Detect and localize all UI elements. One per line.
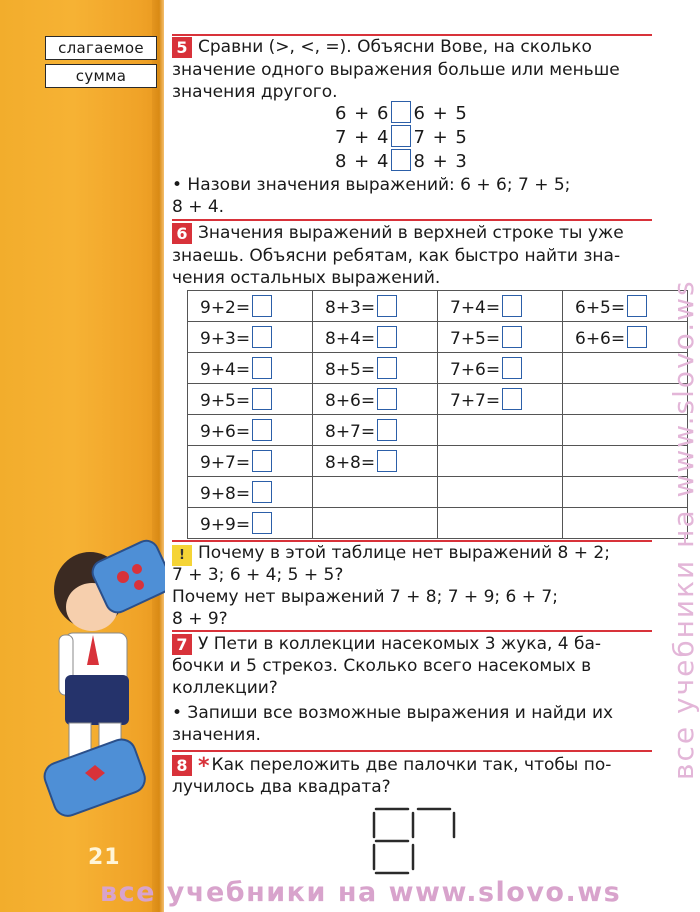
task8-line-2: лучилось два квадрата? — [172, 777, 391, 797]
table-cell — [438, 322, 563, 353]
term-sum: сумма — [45, 64, 157, 88]
table-row — [188, 384, 688, 415]
answer-box[interactable] — [627, 326, 647, 348]
task7-rule — [172, 630, 652, 632]
expression-text: 7+6= — [450, 359, 501, 380]
answer-box[interactable] — [391, 149, 411, 171]
table-row — [188, 508, 688, 539]
table-cell — [438, 384, 563, 415]
task6-line-3: чения остальных выражений. — [172, 268, 441, 288]
watermark-bottom: все учебники на www.slovo.ws — [100, 877, 622, 908]
table-cell — [313, 415, 438, 446]
table-row — [188, 477, 688, 508]
answer-box[interactable] — [502, 326, 522, 348]
expression-text: 9+7= — [200, 452, 251, 473]
expression-text: 8+3= — [325, 297, 376, 318]
table-cell — [438, 415, 563, 446]
answer-box[interactable] — [502, 357, 522, 379]
table-cell — [188, 415, 313, 446]
task7-bullet-1: • Запиши все возможные выражения и найди их — [172, 703, 614, 723]
task8-rule — [172, 750, 652, 752]
expression-text: 8+6= — [325, 390, 376, 411]
table-cell — [188, 353, 313, 384]
comparison-row: 6 + 6 6 + 5 — [335, 103, 468, 124]
answer-box[interactable] — [377, 295, 397, 317]
task7-number: 7 — [172, 634, 192, 655]
table-row — [188, 322, 688, 353]
table-cell — [313, 508, 438, 539]
table-cell — [313, 446, 438, 477]
expression-text: 6+5= — [575, 297, 626, 318]
task8-line-1: 8 * Как переложить две палочки так, чтобы по- — [172, 754, 652, 778]
expression-text: 9+8= — [200, 483, 251, 504]
task6-rule — [172, 219, 652, 221]
question-line-1: ! Почему в этой таблице нет выражений 8 + 2; — [172, 542, 652, 566]
answer-box[interactable] — [391, 101, 411, 123]
task6-line-1: 6 Значения выражений в верхней строке ты уже — [172, 222, 652, 244]
table-cell — [188, 477, 313, 508]
expression-text: 7+4= — [450, 297, 501, 318]
task5-line-1: 5 Сравни (>, <, =). Объясни Вове, на сколько — [172, 36, 652, 58]
table-row — [188, 353, 688, 384]
comparison-row: 8 + 4 8 + 3 — [335, 151, 468, 172]
table-cell — [188, 508, 313, 539]
task7-bullet-2: значения. — [172, 725, 261, 745]
answer-box[interactable] — [377, 450, 397, 472]
answer-box[interactable] — [377, 326, 397, 348]
task7-line-2: бочки и 5 стрекоз. Сколько всего насекомых в — [172, 656, 592, 676]
table-cell — [438, 353, 563, 384]
task5-line-2: значение одного выражения больше или меньше — [172, 60, 620, 80]
answer-box[interactable] — [391, 125, 411, 147]
expression-text: 8+7= — [325, 421, 376, 442]
table-cell — [438, 291, 563, 322]
table-cell — [188, 446, 313, 477]
answer-box[interactable] — [627, 295, 647, 317]
table-cell — [313, 291, 438, 322]
answer-box[interactable] — [377, 357, 397, 379]
table-cell — [188, 322, 313, 353]
expression-text: 8+5= — [325, 359, 376, 380]
page-number: 21 — [88, 845, 121, 870]
task5-line-3: значения другого. — [172, 82, 338, 102]
expression-text: 7+7= — [450, 390, 501, 411]
expression-text: 8+8= — [325, 452, 376, 473]
answer-box[interactable] — [377, 388, 397, 410]
table-cell — [313, 353, 438, 384]
task8-number: 8 — [172, 755, 192, 776]
expression-text: 9+5= — [200, 390, 251, 411]
star-icon: * — [198, 754, 210, 779]
table-cell — [313, 477, 438, 508]
expression-text: 9+6= — [200, 421, 251, 442]
table-cell — [438, 477, 563, 508]
question-icon: ! — [172, 545, 192, 566]
table-row — [188, 415, 688, 446]
question-line-4: 8 + 9? — [172, 609, 228, 629]
expression-text: 9+3= — [200, 328, 251, 349]
table-cell — [438, 446, 563, 477]
task6-number: 6 — [172, 223, 192, 244]
table-cell — [188, 384, 313, 415]
answer-box[interactable] — [502, 388, 522, 410]
expression-text: 8+4= — [325, 328, 376, 349]
task5-bullet-2: 8 + 4. — [172, 197, 225, 217]
expression-text: 9+9= — [200, 514, 251, 535]
task5-bullet-1: • Назови значения выражений: 6 + 6; 7 + 5; — [172, 175, 571, 195]
answer-box[interactable] — [252, 388, 272, 410]
expression-text: 7+5= — [450, 328, 501, 349]
table-row — [188, 446, 688, 477]
table-cell — [313, 384, 438, 415]
answer-box[interactable] — [502, 295, 522, 317]
answer-box[interactable] — [252, 450, 272, 472]
answer-box[interactable] — [252, 326, 272, 348]
watermark-side: все учебники на www.slovo.ws — [667, 279, 700, 780]
expression-text: 9+2= — [200, 297, 251, 318]
answer-box[interactable] — [252, 512, 272, 534]
expressions-table — [187, 290, 688, 539]
answer-box[interactable] — [252, 481, 272, 503]
expression-text: 6+6= — [575, 328, 626, 349]
question-line-3: Почему нет выражений 7 + 8; 7 + 9; 6 + 7; — [172, 587, 558, 607]
term-addend: слагаемое — [45, 36, 157, 60]
table-row — [188, 291, 688, 322]
task7-line-1: 7 У Пети в коллекции насекомых 3 жука, 4 ба- — [172, 633, 652, 655]
sticks-puzzle — [370, 805, 460, 877]
question-line-2: 7 + 3; 6 + 4; 5 + 5? — [172, 565, 344, 585]
table-cell — [313, 322, 438, 353]
answer-box[interactable] — [252, 357, 272, 379]
table-cell — [438, 508, 563, 539]
comparison-row: 7 + 4 7 + 5 — [335, 127, 468, 148]
task7-line-3: коллекции? — [172, 678, 278, 698]
answer-box[interactable] — [252, 295, 272, 317]
expression-text: 9+4= — [200, 359, 251, 380]
boy-illustration — [35, 535, 165, 835]
table-cell — [188, 291, 313, 322]
task5-number: 5 — [172, 37, 192, 58]
task6-line-2: знаешь. Объясни ребятам, как быстро найти зна- — [172, 246, 621, 266]
answer-box[interactable] — [252, 419, 272, 441]
answer-box[interactable] — [377, 419, 397, 441]
